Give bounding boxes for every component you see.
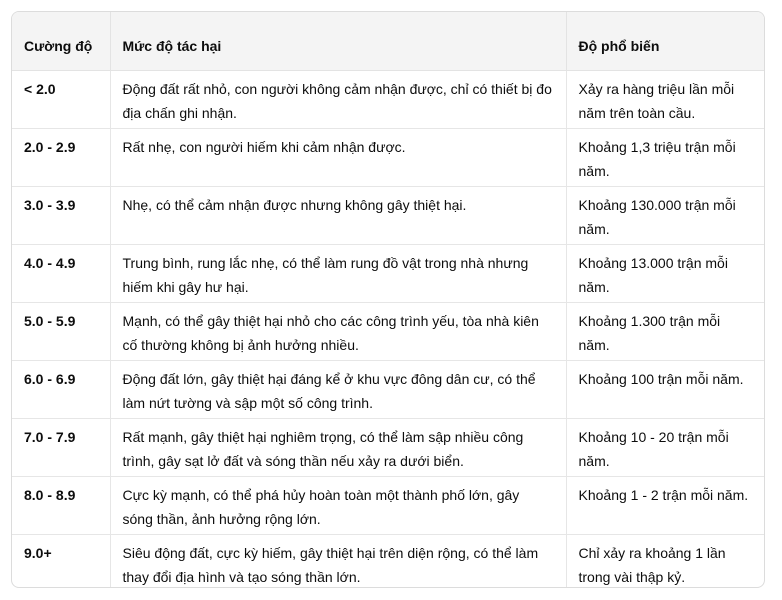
cell-frequency: Xảy ra hàng triệu lần mỗi năm trên toàn cầu. (566, 70, 765, 128)
cell-magnitude: 5.0 - 5.9 (12, 302, 110, 360)
cell-impact: Cực kỳ mạnh, có thể phá hủy hoàn toàn một thành phố lớn, gây sóng thần, ảnh hưởng rộng lớn. (110, 476, 566, 534)
cell-impact: Trung bình, rung lắc nhẹ, có thể làm rung đồ vật trong nhà nhưng hiếm khi gây hư hại. (110, 244, 566, 302)
cell-impact: Mạnh, có thể gây thiệt hại nhỏ cho các công trình yếu, tòa nhà kiên cố thường không bị ảnh hưởng nhiều. (110, 302, 566, 360)
cell-impact: Rất nhẹ, con người hiếm khi cảm nhận được. (110, 128, 566, 186)
cell-magnitude: 4.0 - 4.9 (12, 244, 110, 302)
table-row (12, 128, 765, 186)
cell-magnitude: 6.0 - 6.9 (12, 360, 110, 418)
table-row (12, 70, 765, 128)
cell-impact: Nhẹ, có thể cảm nhận được nhưng không gây thiệt hại. (110, 186, 566, 244)
table-row (12, 186, 765, 244)
cell-frequency: Khoảng 13.000 trận mỗi năm. (566, 244, 765, 302)
header-magnitude: Cường độ (12, 12, 110, 70)
cell-magnitude: 9.0+ (12, 534, 110, 588)
cell-impact: Động đất rất nhỏ, con người không cảm nhận được, chỉ có thiết bị đo địa chấn ghi nhận. (110, 70, 566, 128)
table-row (12, 244, 765, 302)
table-row (12, 418, 765, 476)
earthquake-magnitude-table (12, 12, 765, 588)
table-row (12, 302, 765, 360)
cell-frequency: Khoảng 130.000 trận mỗi năm. (566, 186, 765, 244)
table-body (12, 70, 765, 588)
cell-frequency: Chỉ xảy ra khoảng 1 lần trong vài thập kỷ. (578, 544, 726, 585)
header-impact: Mức độ tác hại (110, 12, 566, 70)
cell-impact: Động đất lớn, gây thiệt hại đáng kể ở khu vực đông dân cư, có thể làm nứt tường và sập một số công trình. (110, 360, 566, 418)
cell-impact: Rất mạnh, gây thiệt hại nghiêm trọng, có thể làm sập nhiều công trình, gây sạt lở đất và sóng thần nếu xảy ra dưới biển. (110, 418, 566, 476)
cell-frequency: Khoảng 1 - 2 trận mỗi năm. (566, 476, 765, 534)
cell-magnitude: 8.0 - 8.9 (12, 476, 110, 534)
cell-frequency: Khoảng 10 - 20 trận mỗi năm. (566, 418, 765, 476)
cell-magnitude: < 2.0 (12, 70, 110, 128)
cell-frequency: Khoảng 1.300 trận mỗi năm. (566, 302, 765, 360)
table-row (12, 360, 765, 418)
table-header (12, 12, 765, 70)
cell-frequency: Khoảng 100 trận mỗi năm. (566, 360, 765, 418)
earthquake-magnitude-table-container (11, 11, 765, 588)
cell-magnitude: 7.0 - 7.9 (12, 418, 110, 476)
table-row (12, 534, 765, 588)
cell-frequency: Khoảng 1,3 triệu trận mỗi năm. (566, 128, 765, 186)
table-row (12, 476, 765, 534)
header-row (12, 12, 765, 70)
cell-magnitude: 2.0 - 2.9 (12, 128, 110, 186)
cell-impact: Siêu động đất, cực kỳ hiếm, gây thiệt hại trên diện rộng, có thể làm thay đổi địa hình và tạo sóng thần lớn. (110, 534, 566, 588)
cell-magnitude: 3.0 - 3.9 (12, 186, 110, 244)
header-frequency: Độ phổ biến (566, 12, 765, 70)
